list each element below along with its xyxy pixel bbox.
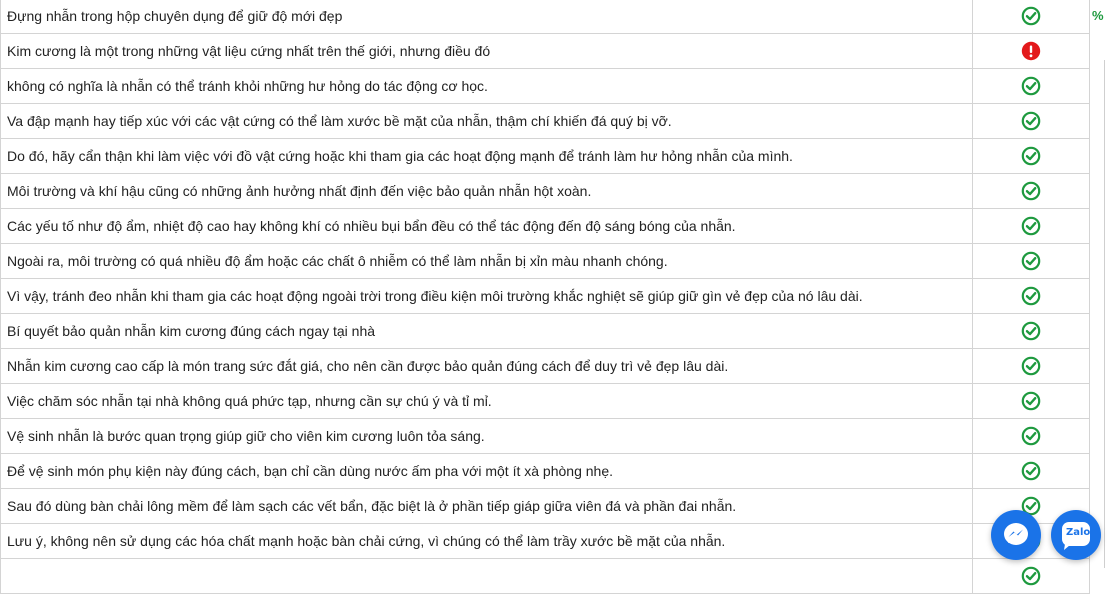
- row-text: Các yếu tố như độ ẩm, nhiệt độ cao hay không khí có nhiều bụi bẩn đều có thể tác động đến độ sáng bóng của nhẫn.: [1, 209, 973, 244]
- percent-label: %: [1092, 8, 1104, 23]
- table-row: [1, 384, 1090, 419]
- table-row: [1, 314, 1090, 349]
- row-status: [973, 69, 1090, 104]
- row-text: Để vệ sinh món phụ kiện này đúng cách, bạn chỉ cần dùng nước ấm pha với một ít xà phòng nhẹ.: [1, 454, 973, 489]
- row-status: [973, 0, 1090, 34]
- check-circle-icon: [1021, 112, 1041, 129]
- row-text: Bí quyết bảo quản nhẫn kim cương đúng cách ngay tại nhà: [1, 314, 973, 349]
- check-circle-icon: [1021, 462, 1041, 479]
- table-row: [1, 244, 1090, 279]
- check-circle-icon: [1021, 217, 1041, 234]
- messenger-button[interactable]: [991, 510, 1041, 560]
- check-circle-icon: [1021, 357, 1041, 374]
- check-circle-icon: [1021, 567, 1041, 584]
- row-text: Lưu ý, không nên sử dụng các hóa chất mạnh hoặc bàn chải cứng, vì chúng có thể làm trầy xước bề mặt của nhẫn.: [1, 524, 973, 559]
- table-row: [1, 0, 1090, 34]
- table-row: [1, 34, 1090, 69]
- check-circle-icon: [1021, 77, 1041, 94]
- row-text: không có nghĩa là nhẫn có thể tránh khỏi những hư hỏng do tác động cơ học.: [1, 69, 973, 104]
- table-row: [1, 454, 1090, 489]
- row-text: Vì vậy, tránh đeo nhẫn khi tham gia các hoạt động ngoài trời trong điều kiện môi trường khắc nghiệt sẽ giúp giữ gìn vẻ đẹp của nó lâu dài.: [1, 279, 973, 314]
- row-status: [973, 34, 1090, 69]
- row-text: Ngoài ra, môi trường có quá nhiều độ ẩm hoặc các chất ô nhiễm có thể làm nhẫn bị xỉn màu nhanh chóng.: [1, 244, 973, 279]
- row-status: [973, 209, 1090, 244]
- row-status: [973, 454, 1090, 489]
- table-row: [1, 559, 1090, 594]
- row-status: [973, 559, 1090, 594]
- row-text: Kim cương là một trong những vật liệu cứng nhất trên thế giới, nhưng điều đó: [1, 34, 973, 69]
- divider: [1104, 60, 1105, 568]
- table-row: [1, 489, 1090, 524]
- check-circle-icon: [1021, 182, 1041, 199]
- check-circle-icon: [1021, 7, 1041, 24]
- table-row: [1, 209, 1090, 244]
- check-circle-icon: [1021, 322, 1041, 339]
- row-text: Việc chăm sóc nhẫn tại nhà không quá phức tạp, nhưng cần sự chú ý và tỉ mỉ.: [1, 384, 973, 419]
- row-status: [973, 419, 1090, 454]
- row-text: Đựng nhẫn trong hộp chuyên dụng để giữ độ mới đẹp: [1, 0, 973, 34]
- row-status: [973, 244, 1090, 279]
- row-status: [973, 279, 1090, 314]
- table-row: [1, 104, 1090, 139]
- row-status: [973, 384, 1090, 419]
- error-icon: [1021, 42, 1041, 59]
- zalo-label: Zalo: [1066, 527, 1091, 538]
- table-row: [1, 349, 1090, 384]
- row-status: [973, 174, 1090, 209]
- table-row: [1, 174, 1090, 209]
- check-circle-icon: [1021, 287, 1041, 304]
- row-text: Vệ sinh nhẫn là bước quan trọng giúp giữ cho viên kim cương luôn tỏa sáng.: [1, 419, 973, 454]
- row-status: [973, 139, 1090, 174]
- table-row: [1, 419, 1090, 454]
- row-status: [973, 314, 1090, 349]
- table-row: [1, 139, 1090, 174]
- row-status: [973, 349, 1090, 384]
- check-circle-icon: [1021, 147, 1041, 164]
- check-circle-icon: [1021, 427, 1041, 444]
- row-text: Va đập mạnh hay tiếp xúc với các vật cứng có thể làm xước bề mặt của nhẫn, thậm chí khiến đá quý bị vỡ.: [1, 104, 973, 139]
- table-row: [1, 524, 1090, 559]
- row-text: Môi trường và khí hậu cũng có những ảnh hưởng nhất định đến việc bảo quản nhẫn hột xoàn.: [1, 174, 973, 209]
- check-circle-icon: [1021, 392, 1041, 409]
- row-text: Nhẫn kim cương cao cấp là món trang sức đắt giá, cho nên cần được bảo quản đúng cách để duy trì vẻ đẹp lâu dài.: [1, 349, 973, 384]
- table-row: [1, 69, 1090, 104]
- row-text: Do đó, hãy cẩn thận khi làm việc với đồ vật cứng hoặc khi tham gia các hoạt động mạnh để tránh làm hư hỏng nhẫn của mình.: [1, 139, 973, 174]
- row-status: [973, 104, 1090, 139]
- zalo-button[interactable]: [1051, 510, 1101, 560]
- messenger-icon: [991, 510, 1041, 560]
- table-row: [1, 279, 1090, 314]
- row-text: Sau đó dùng bàn chải lông mềm để làm sạch các vết bẩn, đặc biệt là ở phần tiếp giáp giữa viên đá và phần đai nhẫn.: [1, 489, 973, 524]
- check-circle-icon: [1021, 252, 1041, 269]
- row-text: [1, 559, 973, 594]
